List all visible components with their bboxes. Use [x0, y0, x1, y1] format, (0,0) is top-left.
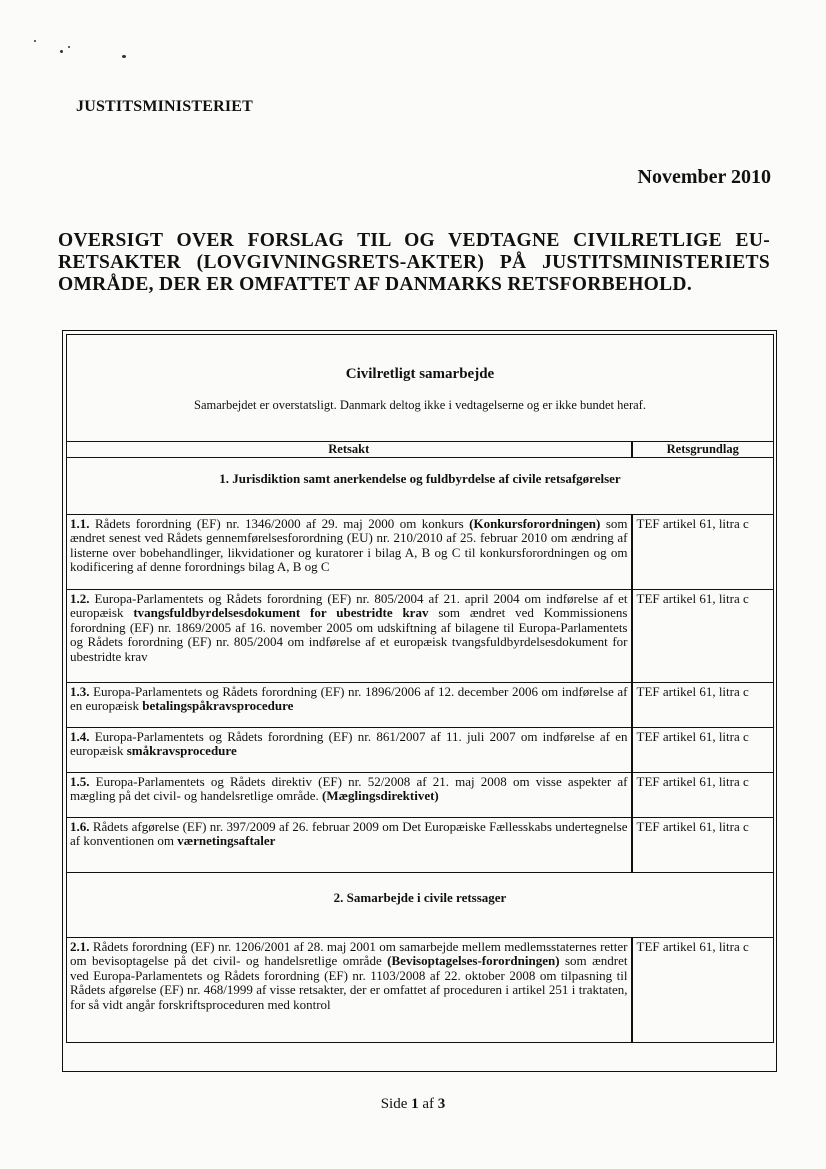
row-number: 1.3.	[70, 683, 90, 699]
column-header-retsakt: Retsakt	[67, 442, 632, 458]
page-number: 1	[411, 1096, 419, 1112]
table-heading-cell	[67, 335, 774, 442]
page-footer	[0, 1096, 826, 1113]
retsgrundlag-cell: TEF artikel 61, litra c	[632, 937, 774, 1042]
column-header-row	[67, 442, 774, 458]
row-bold-text: tvangsfuldbyrdelsesdokument for ubestridte krav	[133, 605, 429, 620]
retsakt-cell	[67, 817, 632, 872]
row-text: Europa-Parlamentets og Rådets direktiv (EF) nr. 52/2008 af 21. maj 2008 om visse aspekter af mægling på det civil- og handelsretlige område.	[70, 773, 628, 803]
row-number: 1.2.	[70, 590, 90, 606]
ministry-name: JUSTITSMINISTERIET	[76, 98, 253, 115]
row-text: Europa-Parlamentets og Rådets forordning (EF) nr. 1896/2006 af 12. december 2006 om indførelse af en europæisk	[70, 683, 628, 713]
table-heading: Civilretligt samarbejde	[345, 366, 495, 382]
row-number: 1.5.	[70, 773, 90, 789]
row-number: 1.1.	[70, 515, 90, 531]
retsgrundlag-cell: TEF artikel 61, litra c	[632, 772, 774, 817]
footer-prefix: Side	[380, 1096, 412, 1112]
retsakt-cell	[67, 937, 632, 1042]
retsgrundlag-cell: TEF artikel 61, litra c	[632, 682, 774, 727]
row-bold-text: (Bevisoptagelses-forordningen)	[387, 953, 560, 968]
table-heading-row	[67, 335, 774, 442]
retsakt-cell	[67, 514, 632, 589]
row-bold-text: småkravsprocedure	[126, 743, 237, 758]
row-text: Rådets forordning (EF) nr. 1206/2001 af 28. maj 2001 om samarbejde mellem medlemsstaternes retter om bevisoptagelse på det civil- og handelsretlige område	[70, 938, 628, 968]
row-text: som ændret ved Kommissionens forordning (EF) nr. 1869/2005 af 16. november 2005 om udskiftning af bilagene til Europa-Parlamentets og Rådets forordning (EF) nr. 805/2004 om indførelse af et europæisk tvangsfuldbyrdelsesdokument for ubestridte krav	[70, 605, 628, 664]
retsgrundlag-cell: TEF artikel 61, litra c	[632, 817, 774, 872]
row-number: 2.1.	[70, 938, 90, 954]
retsakt-cell	[67, 727, 632, 772]
table-row	[67, 937, 774, 1042]
section-title: 2. Samarbejde i civile retssager	[67, 872, 774, 937]
scan-speck	[68, 46, 70, 48]
document-title: OVERSIGT OVER FORSLAG TIL OG VEDTAGNE CIVILRETLIGE EU-RETSAKTER (LOVGIVNINGSRETS-AKTER) PÅ JUSTITSMINISTERIETS OMRÅDE, DER ER OMFATTET AF DANMARKS RETSFORBEHOLD.	[58, 230, 770, 295]
row-number: 1.6.	[70, 818, 90, 834]
retsgrundlag-cell: TEF artikel 61, litra c	[632, 589, 774, 682]
section-row	[67, 457, 774, 514]
row-text: Europa-Parlamentets og Rådets forordning (EF) nr. 861/2007 af 11. juli 2007 om indførelse af en europæisk	[70, 728, 628, 758]
column-header-retsgrundlag: Retsgrundlag	[632, 442, 774, 458]
row-number: 1.4.	[70, 728, 90, 744]
scan-speck	[122, 55, 126, 58]
row-bold-text: værnetingsaftaler	[177, 833, 276, 848]
section-row	[67, 872, 774, 937]
scan-speck	[60, 50, 63, 53]
table-row	[67, 514, 774, 589]
retsakt-table	[66, 334, 774, 1043]
row-bold-text: (Konkursforordningen)	[469, 515, 601, 531]
row-text: Europa-Parlamentets og Rådets forordning (EF) nr. 805/2004 af 21. april 2004 om indførelse af et europæisk	[70, 590, 628, 620]
row-text: som ændret senest ved Rådets gennemførelsesforordning (EU) nr. 210/2010 af 25. februar 2010 om ændring af listerne over bobehandlinger, likvidationer og kuratorer i bilag A, B og C til konkursforordningen og om kodificering af denne forordnings bilag A, B og C	[70, 515, 628, 574]
row-bold-text: (Mæglingsdirektivet)	[322, 788, 439, 803]
retsakt-cell	[67, 589, 632, 682]
table-row	[67, 817, 774, 872]
table-row	[67, 589, 774, 682]
row-text: Rådets afgørelse (EF) nr. 397/2009 af 26. februar 2009 om Det Europæiske Fællesskabs undertegnelse af konventionen om	[70, 818, 628, 848]
table-row	[67, 727, 774, 772]
scan-speck	[34, 40, 36, 42]
footer-middle: af	[418, 1096, 438, 1112]
row-text: som ændret ved Europa-Parlamentets og Rådets forordning (EF) nr. 1103/2008 af 22. oktober 2008 om tilpasning til Rådets afgørelse (EF) nr. 468/1999 af visse retsakter, der er omfattet af proceduren i artikel 251 i traktaten, for så vidt angår forskriftsproceduren med kontrol	[70, 953, 628, 1012]
table-row	[67, 772, 774, 817]
row-text: Rådets forordning (EF) nr. 1346/2000 af 29. maj 2000 om konkurs	[89, 515, 470, 531]
retsakt-cell	[67, 772, 632, 817]
retsgrundlag-cell: TEF artikel 61, litra c	[632, 727, 774, 772]
row-bold-text: betalingspåkravsprocedure	[142, 698, 294, 713]
retsgrundlag-cell: TEF artikel 61, litra c	[632, 514, 774, 589]
table-row	[67, 682, 774, 727]
retsakt-cell	[67, 682, 632, 727]
document-date: November 2010	[637, 166, 771, 188]
table-subheading: Samarbejdet er overstatsligt. Danmark deltog ikke i vedtagelserne og er ikke bundet heraf.	[194, 397, 646, 412]
page-total: 3	[437, 1096, 446, 1112]
section-title: 1. Jurisdiktion samt anerkendelse og fuldbyrdelse af civile retsafgørelser	[67, 457, 774, 514]
